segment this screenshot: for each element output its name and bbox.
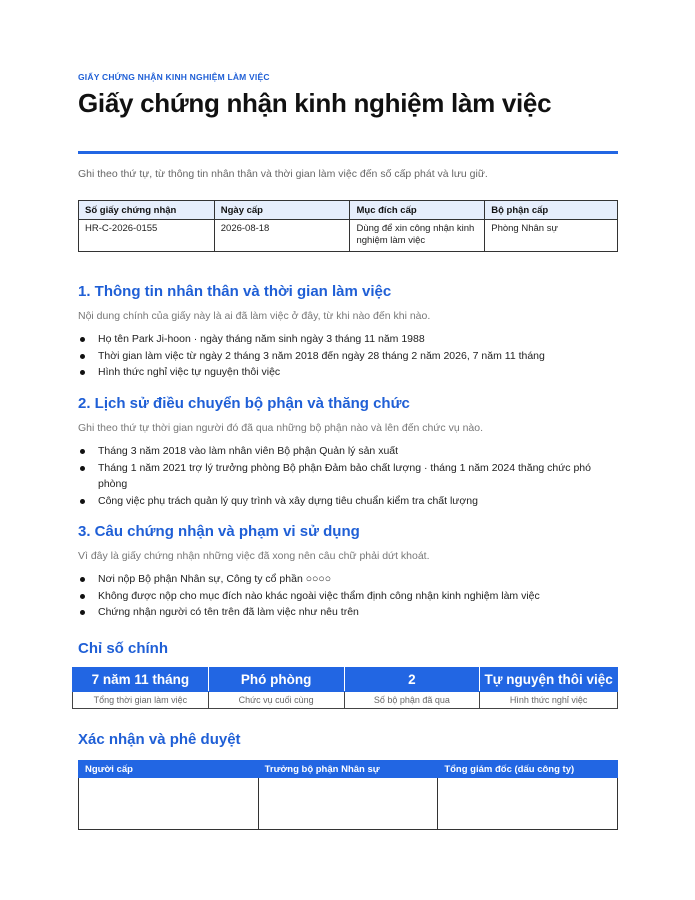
section-description: Vì đây là giấy chứng nhận những việc đã xong nên câu chữ phải dứt khoát.: [78, 550, 430, 562]
personal-info-list: [78, 331, 618, 381]
certification-scope-list: [78, 571, 618, 621]
intro-text: Ghi theo thứ tự, từ thông tin nhân thân và thời gian làm việc đến số cấp phát và lưu giữ.: [78, 168, 488, 180]
list-item: Chứng nhận người có tên trên đã làm việc như nêu trên: [78, 604, 618, 621]
meta-header-cell: Bộ phận cấp: [485, 201, 618, 220]
issuer-signature-box[interactable]: [79, 778, 259, 830]
kpi-label: Số bộ phận đã qua: [344, 692, 480, 709]
kpi-label: Hình thức nghỉ việc: [480, 692, 618, 709]
kpi-resignation-type-value: Tự nguyện thôi việc: [480, 668, 618, 692]
transfer-history-list: [78, 443, 618, 509]
kpi-department-count-value: 2: [344, 668, 480, 692]
approval-signature-row: [79, 778, 618, 830]
kpi-final-position-value: Phó phòng: [208, 668, 344, 692]
list-item: Hình thức nghỉ việc tự nguyện thôi việc: [78, 364, 618, 381]
issuing-department: Phòng Nhân sự: [485, 220, 618, 252]
certificate-meta-table: [78, 200, 618, 252]
list-item: Nơi nộp Bộ phận Nhân sự, Công ty cổ phần ○○○○: [78, 571, 618, 588]
list-item: Thời gian làm việc từ ngày 2 tháng 3 năm 2018 đến ngày 28 tháng 2 năm 2026, 7 năm 11 tháng: [78, 348, 618, 365]
kpi-label-row: [73, 692, 618, 709]
hr-head-signature-box[interactable]: [258, 778, 438, 830]
list-item: Tháng 3 năm 2018 vào làm nhân viên Bộ phận Quản lý sản xuất: [78, 443, 618, 460]
list-item: Công việc phụ trách quản lý quy trình và xây dựng tiêu chuẩn kiểm tra chất lượng: [78, 493, 618, 510]
section-description: Ghi theo thứ tự thời gian người đó đã qua những bộ phận nào và lên đến chức vụ nào.: [78, 422, 484, 434]
kpi-total-tenure-value: 7 năm 11 tháng: [73, 668, 209, 692]
approval-header-row: [79, 761, 618, 778]
kpi-table: [72, 667, 618, 709]
certificate-number: HR-C-2026-0155: [79, 220, 215, 252]
kpi-label: Chức vụ cuối cùng: [208, 692, 344, 709]
table-row: [79, 220, 618, 252]
section-title-certification-scope: 3. Câu chứng nhận và phạm vi sử dụng: [78, 523, 360, 540]
title-divider: [78, 151, 618, 154]
meta-header-cell: Mục đích cấp: [350, 201, 485, 220]
list-item: Họ tên Park Ji-hoon · ngày tháng năm sinh ngày 3 tháng 11 năm 1988: [78, 331, 618, 348]
meta-header-cell: Ngày cấp: [214, 201, 350, 220]
list-item: Tháng 1 năm 2021 trợ lý trưởng phòng Bộ phận Đảm bảo chất lượng · tháng 1 năm 2024 thăng chức phó phòng: [78, 460, 618, 493]
approval-section-title: Xác nhận và phê duyệt: [78, 731, 241, 748]
issue-date: 2026-08-18: [214, 220, 350, 252]
approval-header-ceo: Tổng giám đốc (dấu công ty): [438, 761, 618, 778]
approval-header-hr-head: Trưởng bộ phận Nhân sự: [258, 761, 438, 778]
approval-header-issuer: Người cấp: [79, 761, 259, 778]
kpi-value-row: [73, 668, 618, 692]
section-title-transfer-history: 2. Lịch sử điều chuyển bộ phận và thăng chức: [78, 395, 410, 412]
list-item: Không được nộp cho mục đích nào khác ngoài việc thẩm định công nhận kinh nghiệm làm việc: [78, 588, 618, 605]
approval-table: [78, 760, 618, 830]
section-description: Nội dung chính của giấy này là ai đã làm việc ở đây, từ khi nào đến khi nào.: [78, 310, 431, 322]
kpi-section-title: Chỉ số chính: [78, 640, 168, 657]
issue-purpose: Dùng để xin công nhận kinh nghiệm làm việc: [350, 220, 485, 252]
meta-header-row: [79, 201, 618, 220]
ceo-seal-box[interactable]: [438, 778, 618, 830]
document-eyebrow: GIẤY CHỨNG NHẬN KINH NGHIỆM LÀM VIỆC: [78, 72, 270, 82]
section-title-personal-info: 1. Thông tin nhân thân và thời gian làm việc: [78, 283, 392, 300]
meta-header-cell: Số giấy chứng nhận: [79, 201, 215, 220]
page-title: Giấy chứng nhận kinh nghiệm làm việc: [78, 88, 552, 118]
kpi-label: Tổng thời gian làm việc: [73, 692, 209, 709]
